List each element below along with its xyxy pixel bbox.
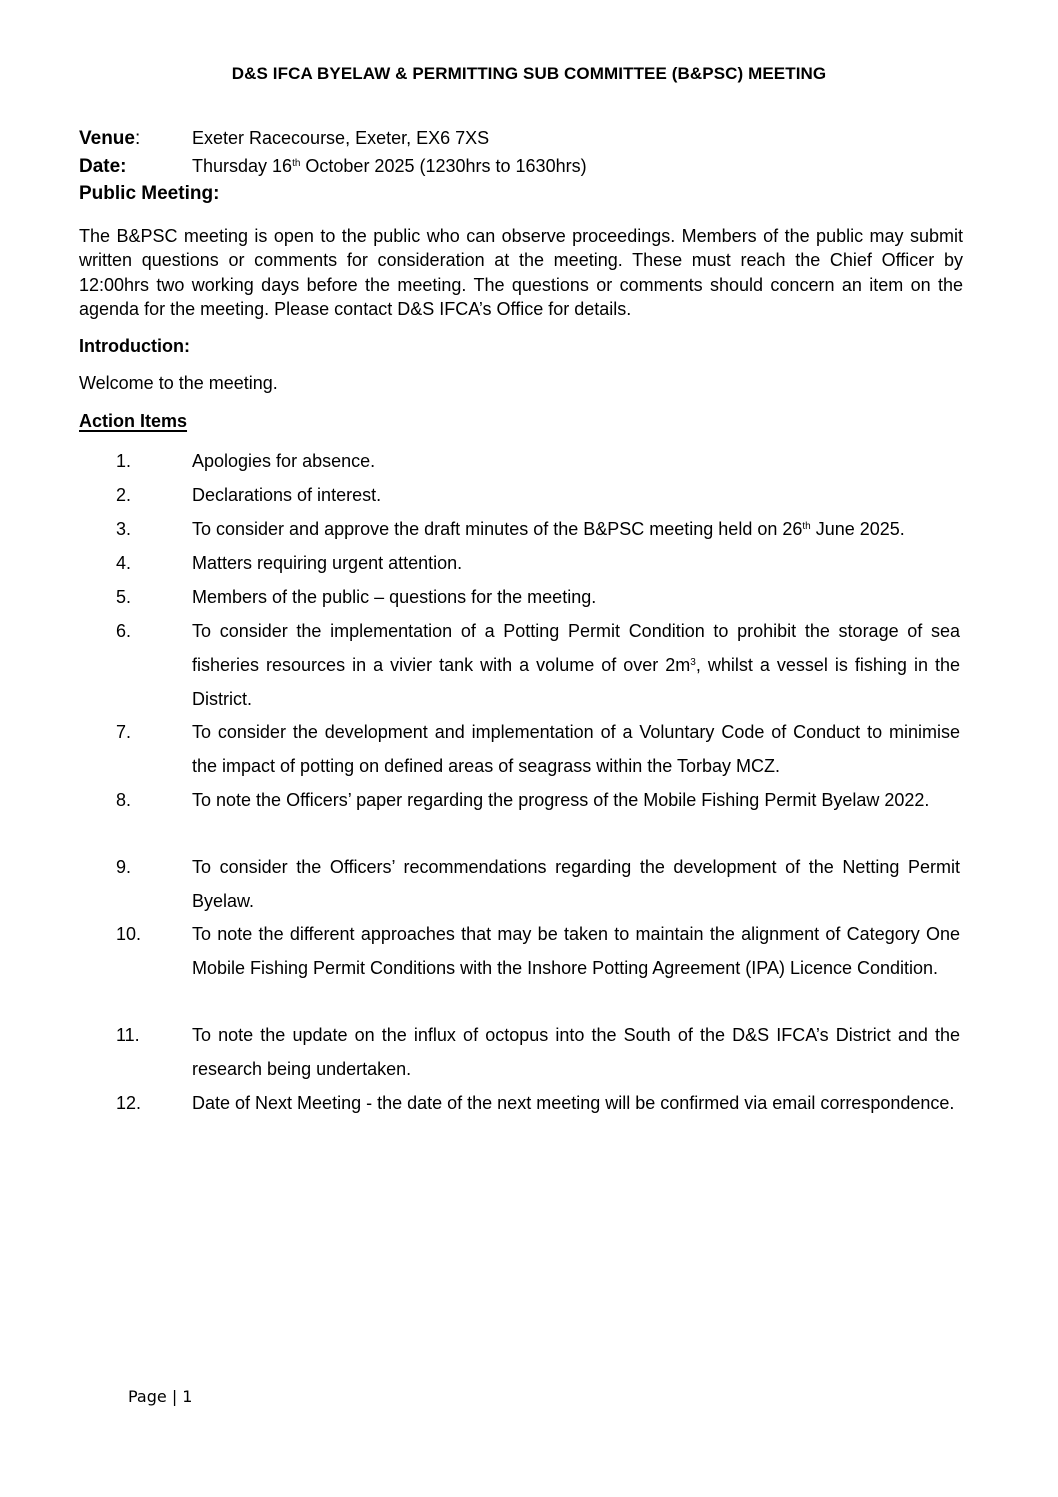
venue-value: Exeter Racecourse, Exeter, EX6 7XS <box>192 128 490 148</box>
venue-row <box>79 127 489 150</box>
agenda-item-number: 1. <box>116 451 132 471</box>
agenda-item <box>116 478 963 512</box>
document-title: D&S IFCA BYELAW & PERMITTING SUB COMMITTEE (B&PSC) MEETING <box>231 64 827 83</box>
date-value: Thursday 16th October 2025 (1230hrs to 1630hrs) <box>192 156 587 176</box>
public-meeting-heading: Public Meeting: <box>79 183 220 204</box>
date-label: Date: <box>79 156 127 177</box>
agenda-item-text: To note the different approaches that may be taken to maintain the alignment of Category One Mobile Fishing Permit Conditions with the Inshore Potting Agreement (IPA) Licence Condition. <box>192 924 960 978</box>
agenda-item-number: 11. <box>116 1025 140 1045</box>
agenda-item-text: Apologies for absence. <box>192 451 376 471</box>
agenda-item <box>116 614 963 716</box>
agenda-item-number: 4. <box>116 553 132 573</box>
introduction-heading: Introduction: <box>79 336 190 356</box>
agenda-item-text: Matters requiring urgent attention. <box>192 553 463 573</box>
agenda-item <box>116 850 963 918</box>
agenda-item-number: 6. <box>116 621 132 641</box>
agenda-item <box>116 444 963 478</box>
agenda-item-number: 8. <box>116 790 132 810</box>
venue-label: Venue: <box>79 128 141 149</box>
agenda-item-text: To note the Officers’ paper regarding the progress of the Mobile Fishing Permit Byelaw 2022. <box>192 790 930 810</box>
agenda-item-number: 2. <box>116 485 132 505</box>
agenda-item-text: Declarations of interest. <box>192 485 382 505</box>
agenda-item <box>116 580 963 614</box>
agenda-item <box>116 546 963 580</box>
page-number: Page | 1 <box>128 1387 193 1406</box>
agenda-item-number: 10. <box>116 924 142 944</box>
agenda-item-number: 7. <box>116 722 132 742</box>
action-items-heading: Action Items <box>79 411 188 431</box>
agenda-item-number: 9. <box>116 857 132 877</box>
date-row <box>79 155 587 178</box>
agenda-item-number: 12. <box>116 1093 142 1113</box>
agenda-item <box>116 1018 963 1086</box>
agenda-item <box>116 783 963 817</box>
agenda-item-text: To consider the development and implementation of a Voluntary Code of Conduct to minimise the impact of potting on defined areas of seagrass within the Torbay MCZ. <box>192 722 960 776</box>
agenda-item <box>116 715 963 783</box>
agenda-item-text: To consider and approve the draft minutes of the B&PSC meeting held on 26th June 2025. <box>192 519 905 539</box>
agenda-item-text: To consider the implementation of a Potting Permit Condition to prohibit the storage of sea fisheries resources in a vivier tank with a volume of over $2m^3$, whilst a vessel is fishing in the District. <box>192 621 960 709</box>
agenda-item-text: To note the update on the influx of octopus into the South of the D&S IFCA’s District and the research being undertaken. <box>192 1025 960 1079</box>
agenda-item-text: To consider the Officers’ recommendations regarding the development of the Netting Permit Byelaw. <box>192 857 960 911</box>
introduction-text: Welcome to the meeting. <box>79 373 278 393</box>
agenda-item-number: 5. <box>116 587 132 607</box>
agenda-item-text: Date of Next Meeting - the date of the next meeting will be confirmed via email correspondence. <box>192 1093 955 1113</box>
public-meeting-text: The B&PSC meeting is open to the public who can observe proceedings. Members of the public may submit written questions or comments for consideration at the meeting. These must reach the Chief Officer by 12:00hrs two working days before the meeting. The questions or comments should concern an item on the agenda for the meeting. Please contact D&S IFCA’s Office for details. <box>79 226 963 319</box>
agenda-item-text: Members of the public – questions for the meeting. <box>192 587 597 607</box>
agenda-item <box>116 512 963 546</box>
agenda-item <box>116 917 963 985</box>
agenda-item <box>116 1086 963 1120</box>
agenda-item-number: 3. <box>116 519 132 539</box>
